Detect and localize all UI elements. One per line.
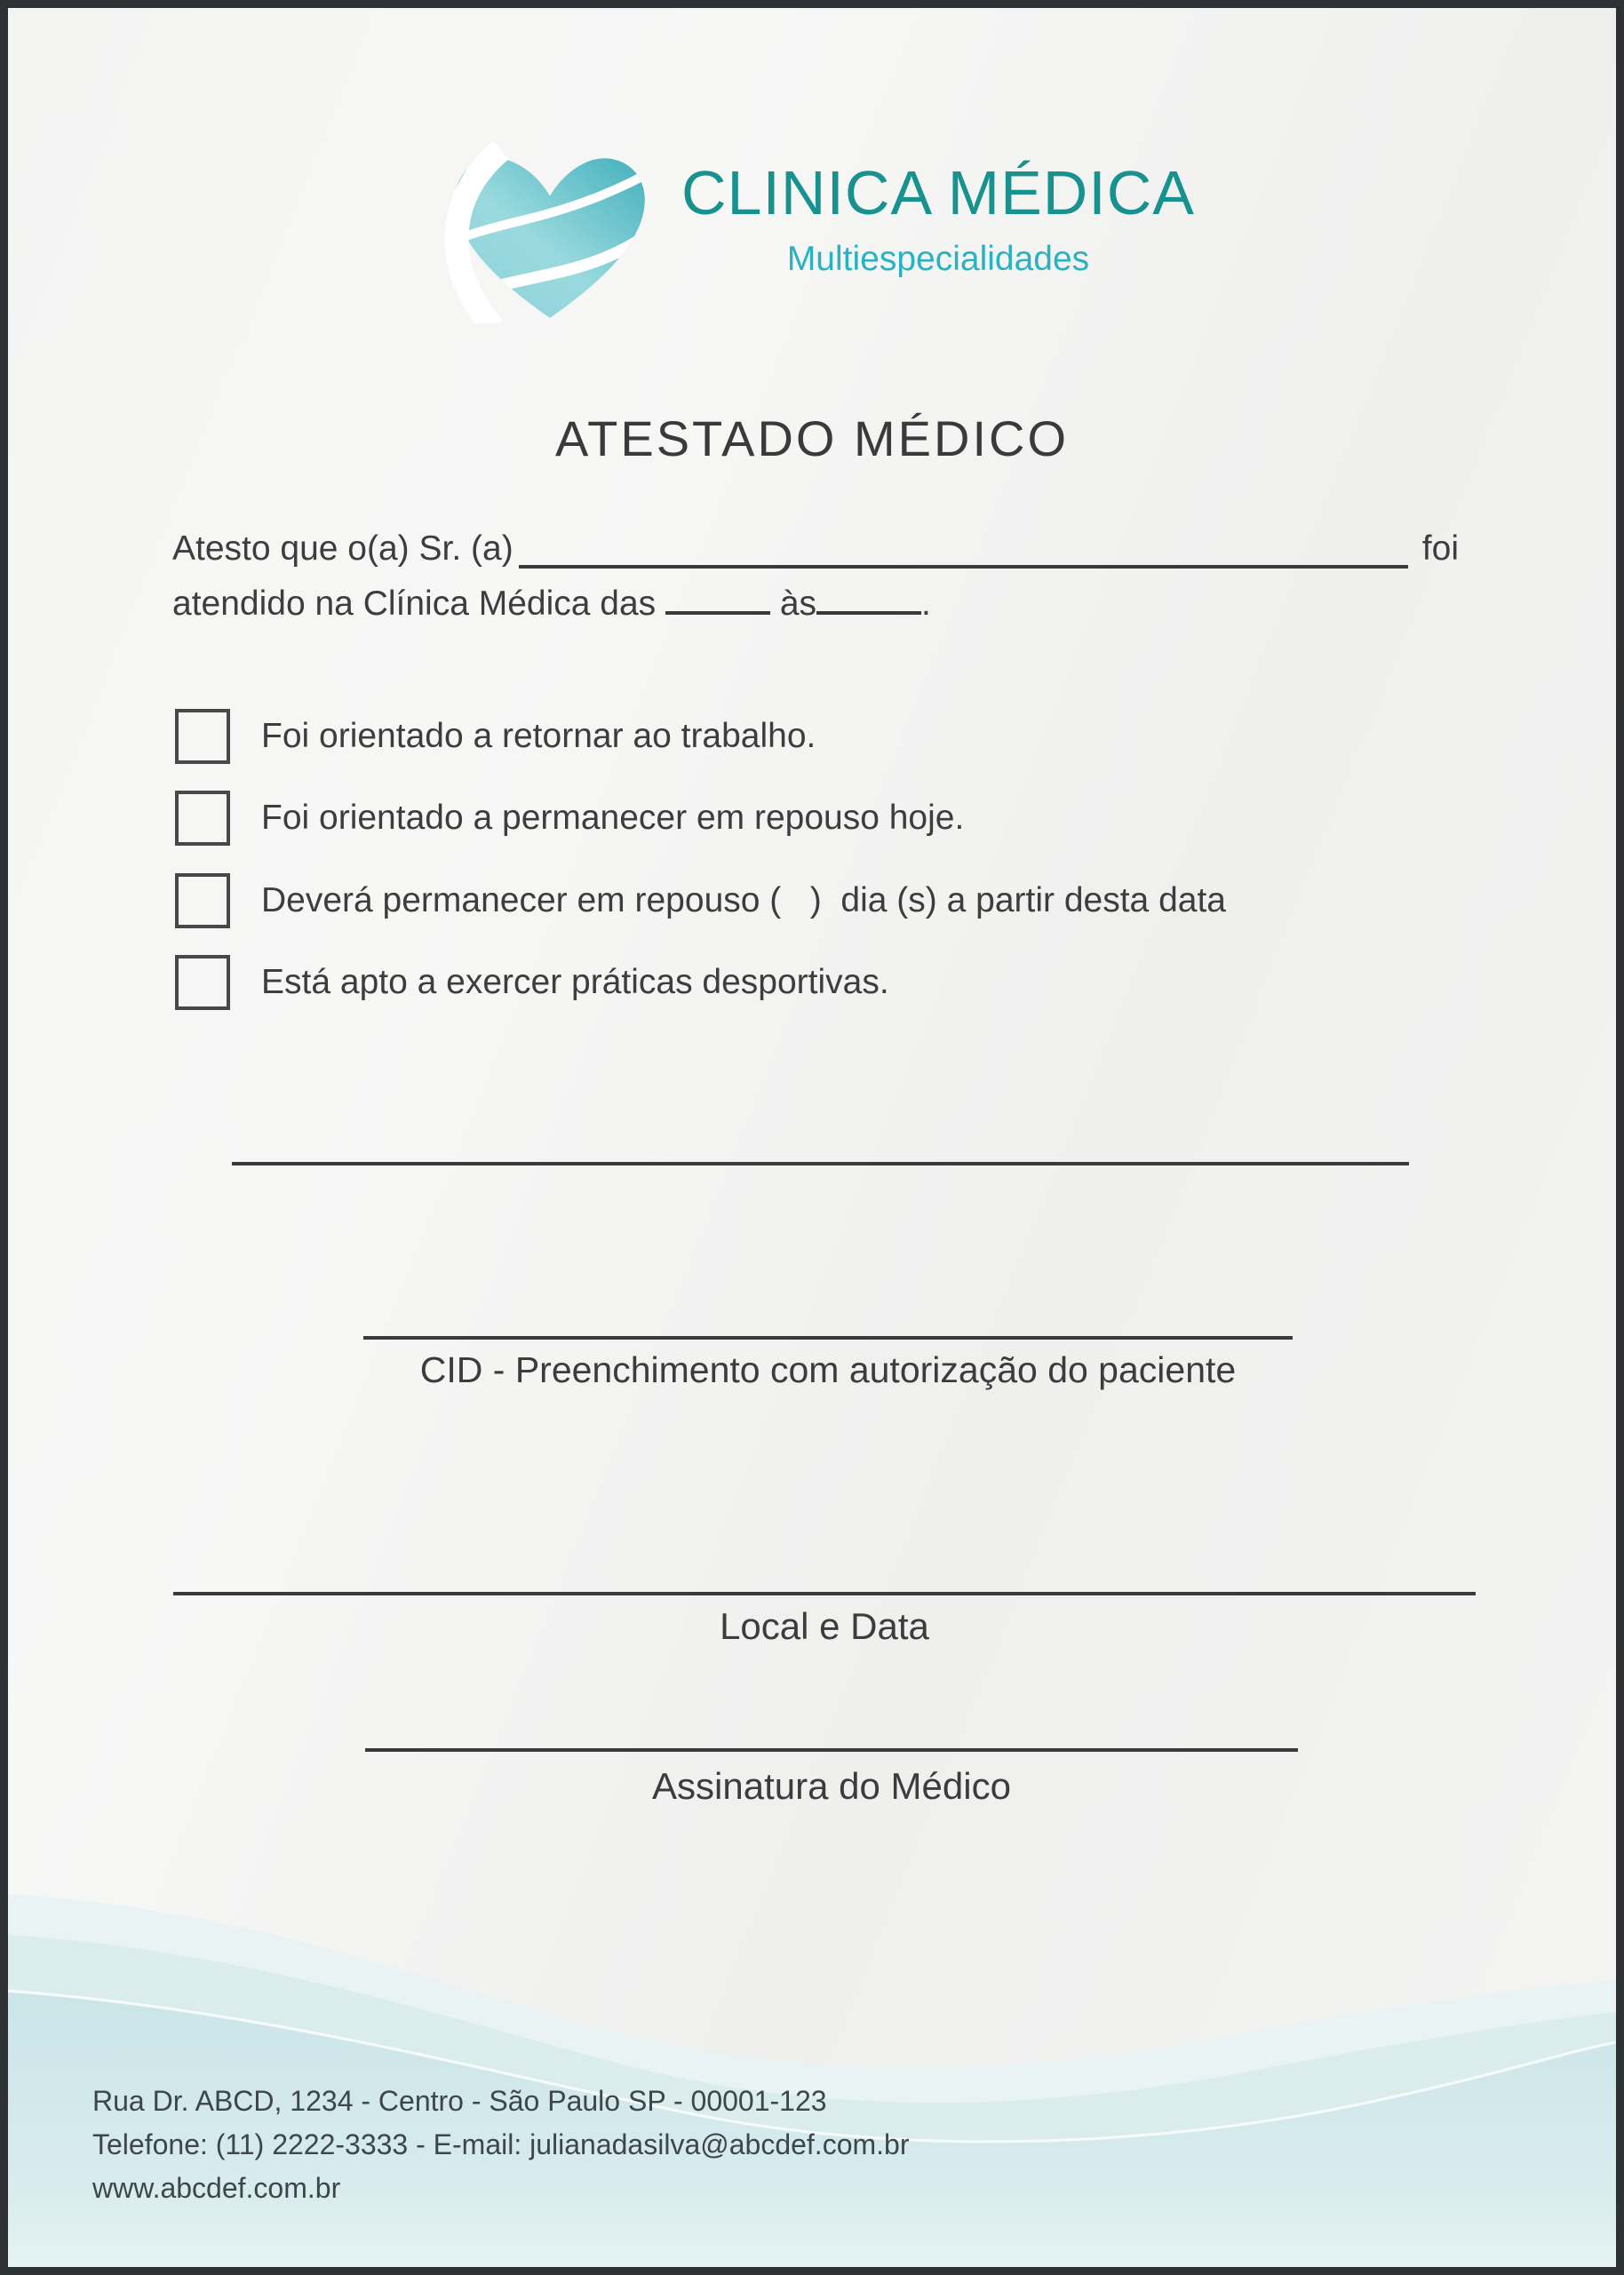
cid-caption: CID - Preenchimento com autorização do paciente (419, 1349, 1237, 1390)
checkbox-label: Deverá permanecer em repouso ( ) dia (s) a partir desta data (261, 881, 1226, 919)
footer-contact (92, 2080, 909, 2210)
intro-line-2 (172, 577, 1459, 632)
checkbox[interactable] (175, 873, 230, 928)
page-title: ATESTADO MÉDICO (554, 410, 1070, 466)
intro-line2-prefix: atendido na Clínica Médica das (172, 585, 666, 623)
local-data-caption: Local e Data (720, 1605, 929, 1647)
doctor-signature-caption: Assinatura do Médico (652, 1765, 1011, 1807)
clinic-logo (670, 155, 1206, 280)
footer-website: www.abcdef.com.br (92, 2172, 341, 2204)
intro-line2-end: . (921, 585, 931, 623)
checkbox-label: Foi orientado a permanecer em repouso hoje. (261, 799, 965, 837)
checkbox[interactable] (175, 955, 230, 1010)
local-data-field[interactable] (173, 1592, 1476, 1595)
time-from-field[interactable] (665, 609, 770, 615)
checkbox[interactable] (175, 791, 230, 846)
checklist-item-repouso-hoje (175, 791, 964, 846)
intro-suffix: foi (1421, 529, 1459, 568)
clinic-subtitle: Multiespecialidades (786, 240, 1090, 278)
checkbox-label: Foi orientado a retornar ao trabalho. (261, 717, 816, 755)
checkbox-label: Está apto a exercer práticas desportivas. (261, 963, 889, 1001)
footer-phone-email: Telefone: (11) 2222-3333 - E-mail: julianadasilva@abcdef.com.br (92, 2128, 910, 2160)
intro-paragraph (172, 521, 1459, 632)
checklist-item-repouso-dias (175, 873, 1226, 928)
intro-line-1 (172, 521, 1459, 577)
doctor-signature-field[interactable] (365, 1748, 1298, 1752)
cid-field[interactable] (363, 1336, 1293, 1340)
checkbox[interactable] (175, 709, 230, 764)
checklist-item-retornar-trabalho (175, 709, 816, 764)
clinic-name: CLINICA MÉDICA (681, 158, 1195, 227)
observations-field[interactable] (232, 1162, 1409, 1165)
heart-waves-icon (439, 141, 661, 323)
intro-line2-mid: às (770, 585, 817, 623)
checklist-item-praticas-desportivas (175, 955, 889, 1010)
footer-address: Rua Dr. ABCD, 1234 - Centro - São Paulo SP - 00001-123 (92, 2085, 827, 2117)
patient-name-field[interactable] (519, 521, 1408, 569)
time-to-field[interactable] (816, 609, 921, 615)
intro-prefix: Atesto que o(a) Sr. (a) (172, 529, 513, 568)
